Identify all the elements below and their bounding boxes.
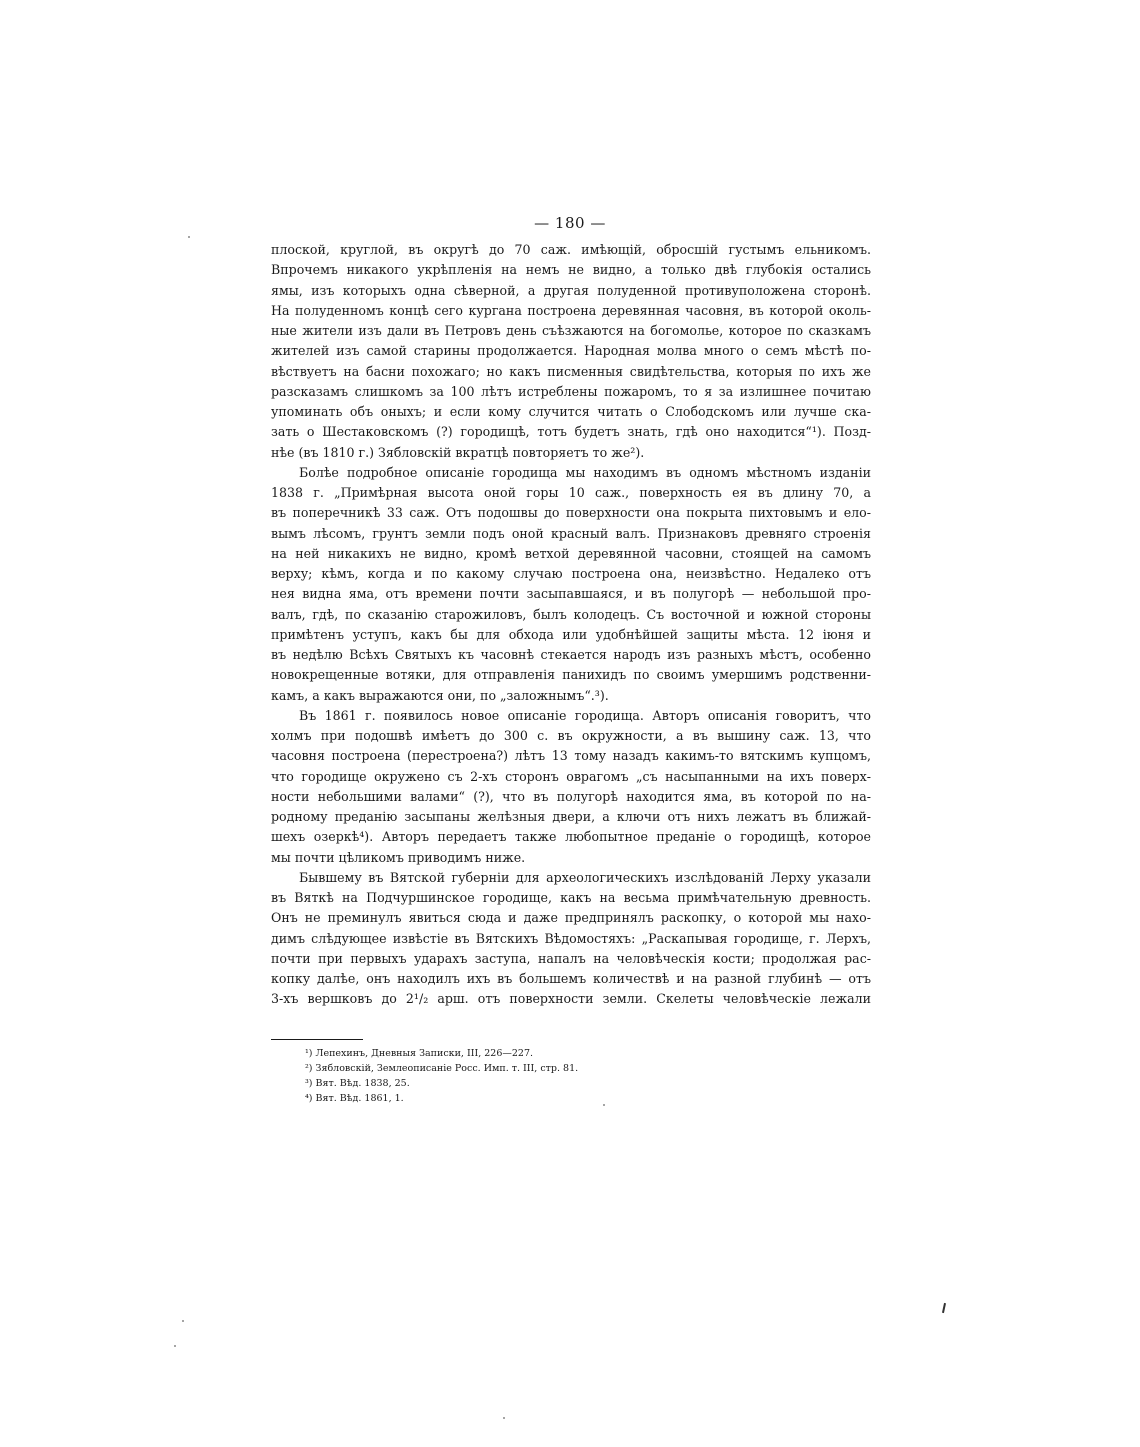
scan-speck	[503, 1417, 505, 1419]
text-line: примѣтенъ уступъ, какъ бы для обхода или удобнѣйшей защиты мѣста. 12 іюня и	[271, 626, 871, 642]
body-text	[271, 240, 871, 1010]
text-line: жителей изъ самой старины продолжается. Народная молва много о семъ мѣстѣ по-	[271, 343, 871, 359]
text-line: родному преданію засыпаны желѣзныя двери, а ключи отъ нихъ лежатъ въ ближай-	[271, 809, 871, 824]
text-line: ные жители изъ дали въ Петровъ день съѣзжаются на богомолье, которое по сказкамъ	[271, 323, 871, 338]
footnote: ⁴) Вят. Вѣд. 1861, 1.	[305, 1093, 404, 1104]
text-line: 3-хъ вершковъ до 2¹/₂ арш. отъ поверхности земли. Скелеты человѣческіе лежали	[271, 991, 871, 1007]
footnote-divider	[271, 1039, 363, 1040]
text-line: на ней никакихъ не видно, кромѣ ветхой деревянной часовни, стоящей на самомъ	[271, 545, 871, 561]
scan-speck	[182, 1320, 184, 1322]
text-line: Бывшему въ Вятской губерніи для археологическихъ изслѣдованій Лерху указали	[299, 869, 871, 885]
text-line: 1838 г. „Примѣрная высота оной горы 10 саж., поверхность ея въ длину 70, а	[271, 485, 871, 500]
text-line: зать о Шестаковскомъ (?) городищѣ, тотъ будетъ знать, гдѣ оно находится“¹). Позд-	[271, 424, 871, 440]
text-line: почти при первыхъ ударахъ заступа, напалъ на человѣческія кости; продолжая рас-	[271, 950, 871, 966]
scan-speck	[188, 236, 190, 238]
text-line: часовня построена (перестроена?) лѣтъ 13 тому назадъ какимъ-то вятскимъ купцомъ,	[271, 748, 871, 764]
text-line: мы почти цѣликомъ приводимъ ниже.	[271, 849, 526, 865]
scan-speck	[174, 1345, 176, 1347]
text-line: Онъ не преминулъ явиться сюда и даже предпринялъ раскопку, о которой мы нахо-	[271, 910, 871, 926]
footnotes	[305, 1046, 805, 1106]
text-line: разсказамъ слишкомъ за 100 лѣтъ истреблены пожаромъ, то я за излишнее почитаю	[271, 383, 871, 399]
text-line: нея видна яма, отъ времени почти засыпавшаяся, и въ полугорѣ — небольшой про-	[271, 586, 871, 602]
text-line: шехъ озеркѣ⁴). Авторъ передаетъ также любопытное преданіе о городищѣ, которое	[271, 829, 871, 845]
text-line: въ Вяткѣ на Подчуршинское городище, какъ на весьма примѣчательную древность.	[271, 890, 871, 905]
text-line: Болѣе подробное описаніе городища мы находимъ въ одномъ мѣстномъ изданіи	[299, 464, 871, 480]
text-line: плоской, круглой, въ округѣ до 70 саж. имѣющій, обросшій густымъ ельникомъ.	[271, 242, 871, 257]
text-line: что городище окружено съ 2-хъ сторонъ оврагомъ „съ насыпанными на ихъ поверх-	[271, 768, 871, 784]
text-line: упоминать объ оныхъ; и если кому случится читать о Слободскомъ или лучше ска-	[271, 404, 871, 419]
scan-speck	[603, 1104, 605, 1106]
text-line: На полуденномъ концѣ сего кургана построена деревянная часовня, въ которой околь-	[271, 302, 871, 318]
text-line: въ недѣлю Всѣхъ Святыхъ къ часовнѣ стекается народъ изъ разныхъ мѣстъ, особенно	[271, 647, 871, 662]
text-line: копку далѣе, онъ находилъ ихъ въ большемъ количествѣ и на разной глубинѣ — отъ	[271, 971, 871, 986]
text-line: ности небольшими валами“ (?), что въ полугорѣ находится яма, въ которой по на-	[271, 788, 871, 804]
footnote: ¹) Лепехинъ, Дневныя Записки, III, 226—227.	[305, 1048, 534, 1059]
text-line: вѣствуетъ на басни похожаго; но какъ писменныя свидѣтельства, которыя по ихъ же	[271, 363, 871, 379]
text-line: ямы, изъ которыхъ одна сѣверной, а другая полуденной противуположена сторонѣ.	[271, 282, 871, 298]
text-line: димъ слѣдующее извѣстіе въ Вятскихъ Вѣдомостяхъ: „Раскапывая городище, г. Лерхъ,	[271, 930, 871, 946]
text-line: валъ, гдѣ, по сказанію старожиловъ, былъ колодецъ. Съ восточной и южной стороны	[271, 606, 871, 622]
text-line: нѣе (въ 1810 г.) Зябловскій вкратцѣ повторяетъ то же²).	[271, 444, 645, 460]
text-line: вымъ лѣсомъ, грунтъ земли подъ оной красный валъ. Признаковъ древняго строенія	[271, 525, 871, 541]
scan-mark	[942, 1303, 946, 1313]
text-line: камъ, а какъ выражаются они, по „заложнымъ“.³).	[271, 687, 609, 703]
text-line: въ поперечникѣ 33 саж. Отъ подошвы до поверхности она покрыта пихтовымъ и ело-	[271, 505, 871, 521]
text-line: верху; кѣмъ, когда и по какому случаю построена она, неизвѣстно. Недалеко отъ	[271, 566, 871, 581]
footnote: ²) Зябловскій, Землеописаніе Росс. Имп. т. III, стр. 81.	[305, 1063, 579, 1074]
text-line: новокрещенные вотяки, для отправленія панихидъ по своимъ умершимъ родственни-	[271, 667, 871, 683]
page-number: — 180 —	[534, 214, 606, 232]
footnote: ³) Вят. Вѣд. 1838, 25.	[305, 1078, 410, 1089]
text-line: Въ 1861 г. появилось новое описаніе городища. Авторъ описанія говоритъ, что	[299, 707, 871, 723]
text-line: холмъ при подошвѣ имѣетъ до 300 с. въ окружности, а въ вышину саж. 13, что	[271, 728, 871, 743]
text-line: Впрочемъ никакого укрѣпленія на немъ не видно, а только двѣ глубокія остались	[271, 262, 871, 278]
